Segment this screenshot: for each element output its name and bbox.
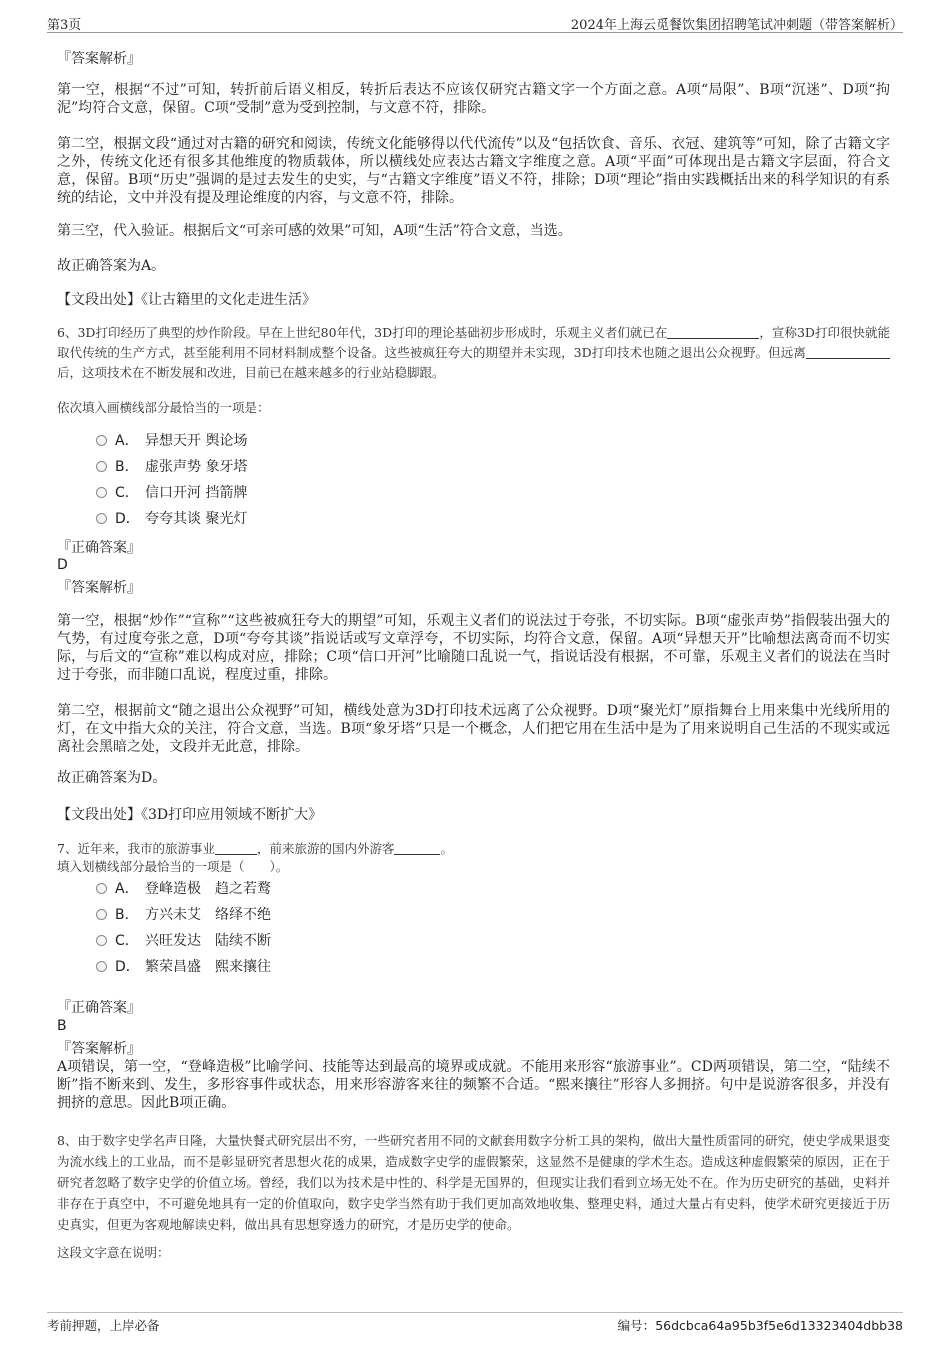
footer-code xyxy=(618,1316,903,1334)
q7-analysis-label: 『答案解析』 xyxy=(57,1041,141,1057)
page-footer xyxy=(47,1312,903,1335)
q6-conclusion: 故正确答案为D。 xyxy=(57,770,167,786)
q6-stem xyxy=(57,323,890,383)
q5-analysis-p3: 第三空，代入验证。根据后文“可亲可感的效果”可知，A项“生活”符合文意，当选。 xyxy=(57,223,572,239)
q6-option-c[interactable]: C． 信口开河 挡箭牌 xyxy=(96,483,247,503)
q6-option-a[interactable]: A． 异想天开 舆论场 xyxy=(96,431,247,451)
q5-analysis-label: 『答案解析』 xyxy=(57,51,141,67)
radio-icon[interactable] xyxy=(96,935,107,946)
footer-code-value: 56dcbca64a95b3f5e6d13323404dbb38 xyxy=(655,1318,903,1333)
q6-answer: D xyxy=(57,557,68,573)
radio-icon[interactable] xyxy=(96,883,107,894)
q6-option-b[interactable]: B． 虚张声势 象牙塔 xyxy=(96,457,247,477)
q6-option-d[interactable]: D． 夸夸其谈 聚光灯 xyxy=(96,509,247,529)
q5-source: 【文段出处】《让古籍里的文化走进生活》 xyxy=(57,292,316,308)
q7-blank-2 xyxy=(394,854,440,855)
q6-stem-a: 6、3D打印经历了典型的炒作阶段。早在上世纪80年代，3D打印的理论基础初步形成时，乐观主义者们就已在 xyxy=(57,325,668,340)
footer-code-label: 编号： xyxy=(617,1318,656,1333)
q5-conclusion: 故正确答案为A。 xyxy=(57,258,166,274)
q7-analysis-p1: A项错误，第一空，“登峰造极”比喻学问、技能等达到最高的境界或成就。不能用来形容“旅游事业”。CD两项错误，第二空，“陆续不断”指不断来到、发生，多形容事件或状态，用来形容游客来往的频繁不合适。“熙来攘往”形容人多拥挤。句中是说游客很多，并没有拥挤的意思。因此B项正确。 xyxy=(57,1059,890,1111)
q8-prompt: 这段文字意在说明： xyxy=(57,1245,170,1260)
q6-analysis-p1: 第一空，根据“炒作”“宣称”“这些被疯狂夸大的期望”可知，乐观主义者们的说法过于夸张，不切实际。B项“虚张声势”指假装出强大的气势，有过度夸张之意，D项“夸夸其谈”指说话或写文章浮夸，不切实际，均符合文意，保留。A项“异想天开”比喻想法离奇而不切实际，与后文的“宣称”难以构成对应，排除；C项“信口开河”比喻随口乱说一气，指说话没有根据，不可靠，乐观主义者们的说法在当时过于夸张，而非随口乱说，程度过重，排除。 xyxy=(57,613,890,683)
radio-icon[interactable] xyxy=(96,909,107,920)
q7-blank-1 xyxy=(215,854,257,855)
q6-blank-1 xyxy=(667,338,759,339)
radio-icon[interactable] xyxy=(96,961,107,972)
q7-option-d[interactable]: D． 繁荣昌盛 熙来攘往 xyxy=(96,957,271,977)
footer-slogan: 考前押题，上岸必备 xyxy=(47,1318,160,1333)
q5-analysis-p2: 第二空，根据文段“通过对古籍的研究和阅读，传统文化能够得以代代流传”以及“包括饮食、音乐、衣冠、建筑等”可知，除了古籍文字之外，传统文化还有很多其他维度的物质载体，所以横线处应表达古籍文字维度之意。A项“平面”可体现出是古籍文字层面，符合文意，保留。B项“历史”强调的是过去发生的史实，与“古籍文字维度”语义不符，排除；D项“理论”指由实践概括出来的科学知识的有系统的结论，文中并没有提及理论维度的内容，与文意不符，排除。 xyxy=(57,136,890,206)
radio-icon[interactable] xyxy=(96,487,107,498)
page-number: 第3页 xyxy=(47,18,82,33)
q6-analysis-label: 『答案解析』 xyxy=(57,580,141,596)
page-header xyxy=(47,12,903,33)
q7-option-b[interactable]: B． 方兴未艾 络绎不绝 xyxy=(96,905,271,925)
q6-correct-label: 『正确答案』 xyxy=(57,540,141,556)
q7-stem xyxy=(57,839,890,859)
q7-answer: B xyxy=(57,1018,67,1034)
q7-stem-a: 7、近年来，我市的旅游事业 xyxy=(57,841,215,856)
q7-prompt: 填入划横线部分最恰当的一项是（ ）。 xyxy=(57,859,289,874)
q6-analysis-p2: 第二空，根据前文“随之退出公众视野”可知，横线处意为3D打印技术远离了公众视野。D项“聚光灯”原指舞台上用来集中光线所用的灯，在文中指大众的关注，符合文意，当选。B项“象牙塔”只是一个概念，人们把它用在生活中是为了用来说明自己生活的不现实或远离社会黑暗之处，文段并无此意，排除。 xyxy=(57,703,890,755)
q7-stem-b: ，前来旅游的国内外游客 xyxy=(256,841,395,856)
q6-stem-b: ，宣称3D打印很快就能取代传统的生产方式，甚至能利用不同材料制成整个设备。这些被疯狂夸大的期望并未实现，3D打印技术也随之退出公众视野。但远离 xyxy=(57,325,891,360)
radio-icon[interactable] xyxy=(96,435,107,446)
q8-stem: 8、由于数字史学名声日隆，大量快餐式研究层出不穷，一些研究者用不同的文献套用数字分析工具的架构，做出大量性质雷同的研究，使史学成果退变为流水线上的工业品，而不是彰显研究者思想火花的成果，造成数字史学的虚假繁荣，这显然不是健康的学术生态。造成这种虚假繁荣的原因，正在于研究者忽略了数字史学的价值立场。曾经，我们以为技术是中性的、科学是无国界的，但现实让我们看到立场无处不在。作为历史研究的基础，史料并非存在于真空中，不可避免地具有一定的价值取向，数字史学当然有助于我们更加高效地收集、整理史料，通过大量占有史料，使学术研究更接近于历史真实，但更为客观地解读史料，做出具有思想穿透力的研究，才是历史学的使命。 xyxy=(57,1133,890,1232)
radio-icon[interactable] xyxy=(96,513,107,524)
document-title: 2024年上海云觅餐饮集团招聘笔试冲刺题（带答案解析） xyxy=(570,18,903,33)
q5-analysis-p1: 第一空，根据“不过”可知，转折前后语义相反，转折后表达不应该仅研究古籍文字一个方面之意。A项“局限”、B项“沉迷”、D项“拘泥”均符合文意，保留。C项“受制”意为受到控制，与文意不符，排除。 xyxy=(57,82,890,116)
q7-option-a[interactable]: A． 登峰造极 趋之若鹜 xyxy=(96,879,271,899)
radio-icon[interactable] xyxy=(96,461,107,472)
q6-prompt: 依次填入画横线部分最恰当的一项是： xyxy=(57,400,270,415)
q7-option-c[interactable]: C． 兴旺发达 陆续不断 xyxy=(96,931,271,951)
q7-correct-label: 『正确答案』 xyxy=(57,1000,141,1016)
q6-blank-2 xyxy=(806,358,890,359)
q6-stem-c: 后，这项技术在不断发展和改进，目前已在越来越多的行业站稳脚跟。 xyxy=(57,365,445,380)
q7-stem-c: 。 xyxy=(440,841,453,856)
q6-source: 【文段出处】《3D打印应用领域不断扩大》 xyxy=(57,807,323,823)
